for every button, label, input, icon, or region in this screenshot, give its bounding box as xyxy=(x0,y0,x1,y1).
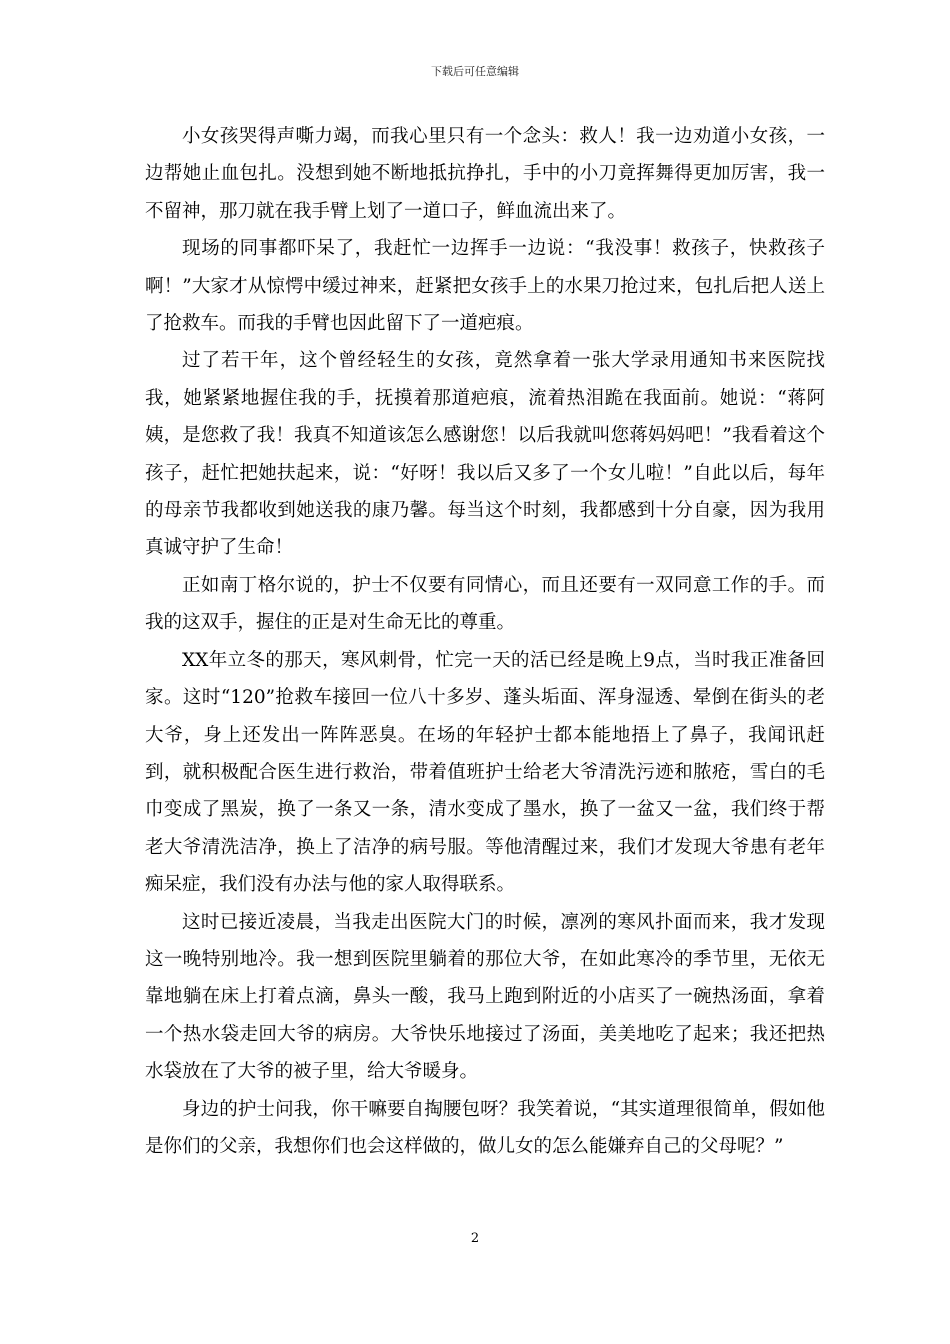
paragraph: 身边的护士问我，你干嘛要自掏腰包呀？我笑着说，“其实道理很简单，假如他是你们的父亲，我想你们也会这样做的，做儿女的怎么能嫌弃自己的父母呢？” xyxy=(145,1098,825,1157)
paragraph: 小女孩哭得声嘶力竭，而我心里只有一个念头：救人！我一边劝道小女孩，一边帮她止血包扎。没想到她不断地抵抗挣扎，手中的小刀竟挥舞得更加厉害，我一不留神，那刀就在我手臂上划了一道口子，鲜血流出来了。 xyxy=(145,126,825,222)
page-number: 2 xyxy=(470,1231,480,1246)
paragraph: 现场的同事都吓呆了，我赶忙一边挥手一边说：“我没事！救孩子，快救孩子啊！”大家才从惊愕中缓过神来，赶紧把女孩手上的水果刀抢过来，包扎后把人送上了抢救车。而我的手臂也因此留下了一道疤痕。 xyxy=(145,238,825,335)
paragraph: 这时已接近凌晨，当我走出医院大门的时候，凛冽的寒风扑面而来，我才发现这一晚特别地冷。我一想到医院里躺着的那位大爷，在如此寒冷的季节里，无依无靠地躺在床上打着点滴，鼻头一酸，我马上跑到附近的小店买了一碗热汤面，拿着一个热水袋走回大爷的病房。大爷快乐地接过了汤面，美美地吃了起来；我还把热水袋放在了大爷的被子里，给大爷暖身。 xyxy=(145,911,825,1083)
paragraph: XX年立冬的那天，寒风刺骨，忙完一天的活已经是晚上9点，当时我正准备回家。这时“120”抢救车接回一位八十多岁、蓬头垢面、浑身湿透、晕倒在街头的老大爷，身上还发出一阵阵恶臭。在场的年轻护士都本能地捂上了鼻子，我闻讯赶到，就积极配合医生进行救治，带着值班护士给老大爷清洗污迹和脓疮，雪白的毛巾变成了黑炭，换了一条又一条，清水变成了墨水，换了一盆又一盆，我们终于帮老大爷清洗洁净，换上了洁净的病号服。等他清醒过来，我们才发现大爷患有老年痴呆症，我们没有办法与他的家人取得联系。 xyxy=(145,649,825,896)
page-header: 下载后可任意编辑 xyxy=(431,65,519,78)
paragraph: 正如南丁格尔说的，护士不仅要有同情心，而且还要有一双同意工作的手。而我的这双手，握住的正是对生命无比的尊重。 xyxy=(145,574,825,634)
paragraph: 过了若干年，这个曾经轻生的女孩，竟然拿着一张大学录用通知书来医院找我，她紧紧地握住我的手，抚摸着那道疤痕，流着热泪跪在我面前。她说：“蒋阿姨，是您救了我！我真不知道该怎么感谢您！以后我就叫您蒋妈妈吧！”我看着这个孩子，赶忙把她扶起来，说：“好呀！我以后又多了一个女儿啦！”自此以后，每年的母亲节我都收到她送我的康乃馨。每当这个时刻，我都感到十分自豪，因为我用真诚守护了生命！ xyxy=(145,350,825,559)
document-body xyxy=(145,118,825,1165)
